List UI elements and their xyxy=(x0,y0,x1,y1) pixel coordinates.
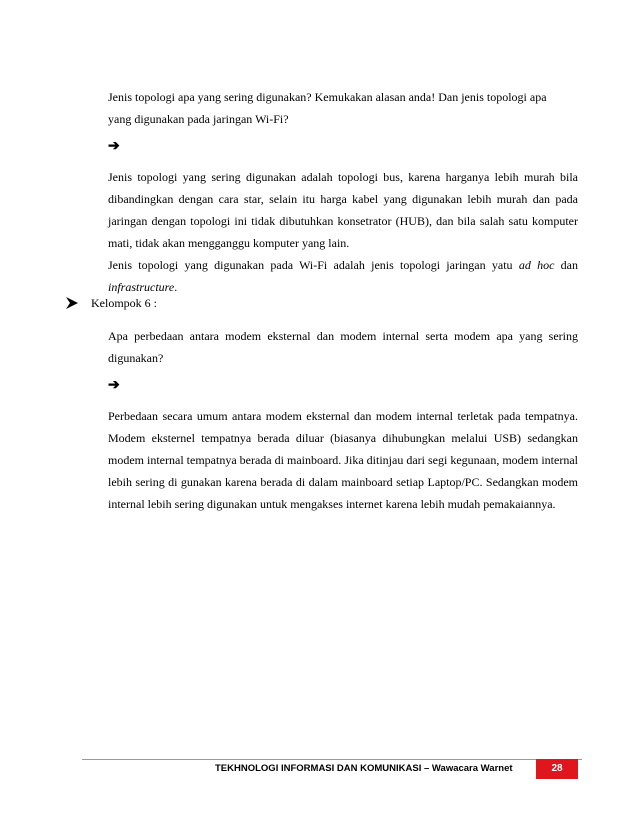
footer-title: TEKHNOLOGI INFORMASI DAN KOMUNIKASI – Wawacara Warnet xyxy=(215,763,513,774)
answer-1-paragraph-2-mid: dan xyxy=(554,258,578,272)
question-1 xyxy=(108,86,578,130)
answer-1 xyxy=(108,166,578,298)
answer-1-paragraph-2-end: . xyxy=(174,280,178,294)
arrowhead-bullet-icon xyxy=(65,296,79,310)
answer-arrow-icon: ➔ xyxy=(108,139,120,154)
term-ad-hoc: ad hoc xyxy=(518,258,555,272)
footer-divider xyxy=(82,759,582,760)
answer-2-text: Perbedaan secara umum antara modem eksternal dan modem internal terletak pada tempatnya. Modem eksternel tempatnya berada diluar (biasanya dihubungkan melalui USB) sedangkan modem internal tempatnya berada di mainboard. Jika ditinjau dari segi kegunaan, modem internal lebih sering di gunakan karena berada di dalam mainboard setiap Laptop/PC. Sedangkan modem internal lebih sering digunakan untuk mengakses internet karena lebih mudah pemakaiannya. xyxy=(108,409,578,511)
group-label: Kelompok 6 : xyxy=(91,296,157,310)
term-infrastructure: infrastructure xyxy=(108,280,175,294)
question-2 xyxy=(108,325,578,369)
question-2-text: Apa perbedaan antara modem eksternal dan modem internal serta modem apa yang sering digunakan? xyxy=(108,329,578,365)
question-1-line-2: yang digunakan pada jaringan Wi-Fi? xyxy=(108,112,289,126)
question-1-line-1: Jenis topologi apa yang sering digunakan? Kemukakan alasan anda! Dan jenis topologi apa xyxy=(108,90,547,104)
answer-1-paragraph-1: Jenis topologi yang sering digunakan adalah topologi bus, karena harganya lebih murah bila dibandingkan dengan cara star, selain itu harga kabel yang digunakan lebih murah dan pada jaringan dengan topologi ini tidak dibutuhkan konsetrator (HUB), dan bila salah satu komputer mati, tidak akan mengganggu komputer yang lain. xyxy=(108,170,578,250)
page-number: 28 xyxy=(536,759,578,779)
answer-1-paragraph-2-start: Jenis topologi yang digunakan pada Wi-Fi adalah jenis topologi jaringan yatu xyxy=(108,258,519,272)
answer-arrow-icon: ➔ xyxy=(108,378,120,393)
answer-2 xyxy=(108,405,578,515)
group-heading xyxy=(65,295,157,311)
answer-1-paragraph-2 xyxy=(108,254,578,298)
